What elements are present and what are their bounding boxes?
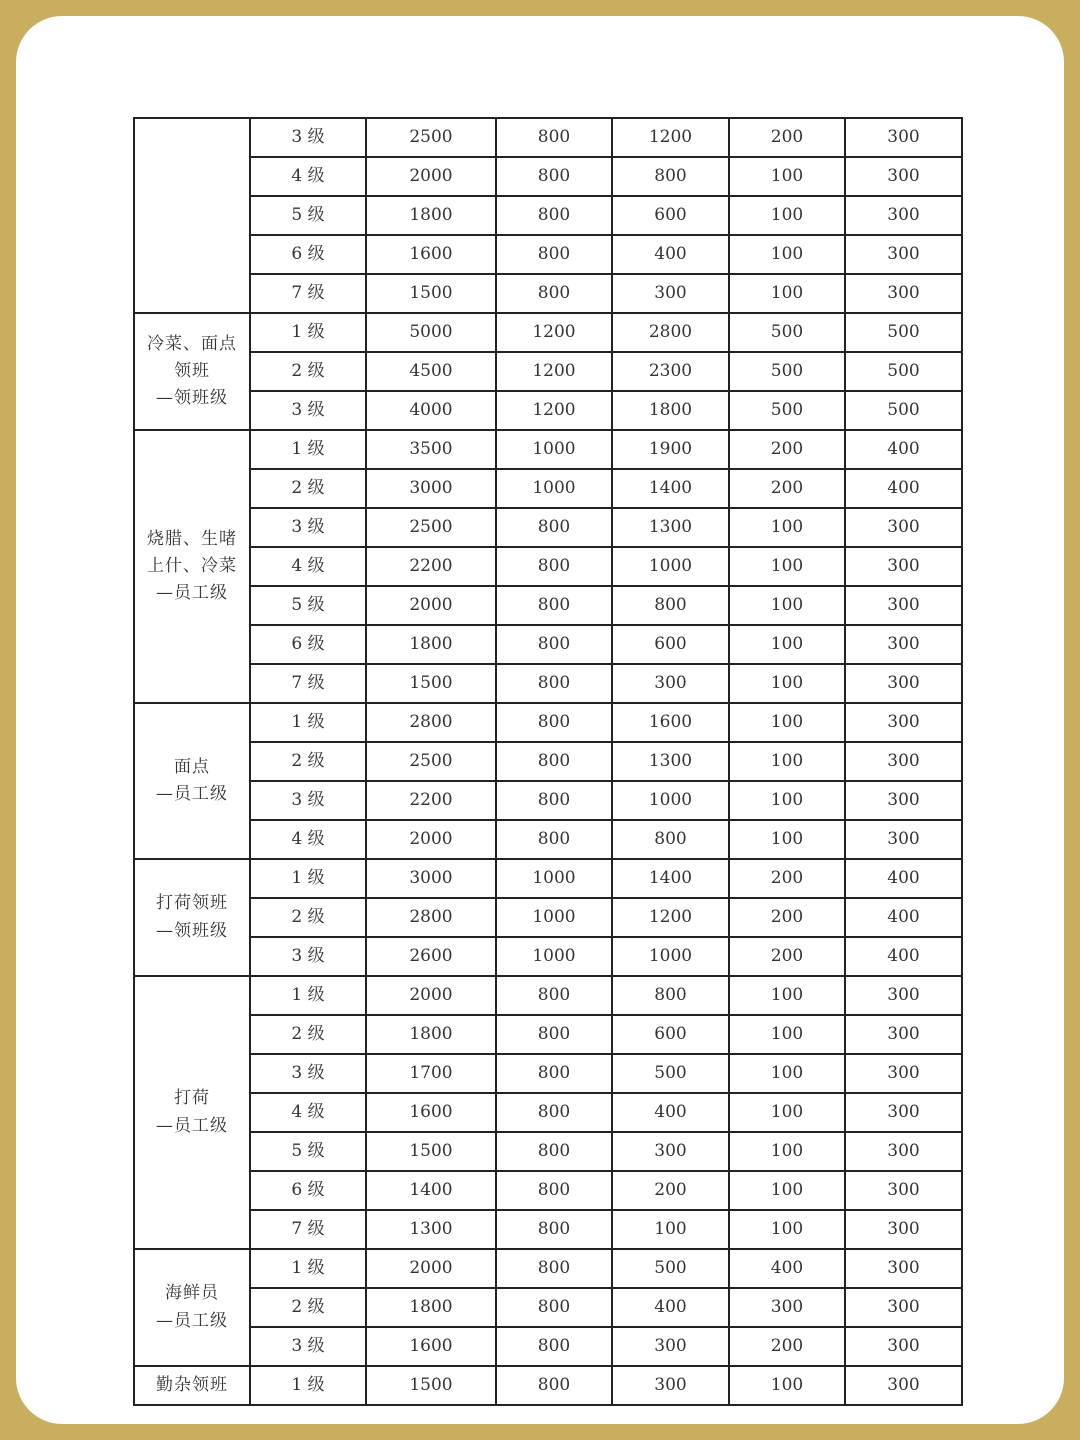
position-name-line: —领班级 — [156, 920, 228, 941]
allowance-cell: 1000 — [496, 430, 612, 469]
allowance-cell: 800 — [496, 1054, 612, 1093]
base-salary-cell: 2000 — [366, 157, 496, 196]
grade-cell: 1 级 — [250, 1249, 366, 1288]
table-row — [134, 157, 962, 196]
performance-cell: 800 — [612, 820, 729, 859]
table-row — [134, 469, 962, 508]
allowance-cell: 800 — [496, 781, 612, 820]
bonus-cell: 200 — [729, 859, 845, 898]
position-name-line: 冷菜、面点 — [147, 333, 237, 354]
base-salary-cell: 4000 — [366, 391, 496, 430]
allowance-cell: 800 — [496, 1366, 612, 1405]
subsidy-cell: 300 — [845, 820, 962, 859]
position-group-cell — [134, 430, 250, 703]
table-row — [134, 742, 962, 781]
grade-cell: 2 级 — [250, 742, 366, 781]
grade-cell: 3 级 — [250, 1327, 366, 1366]
subsidy-cell: 300 — [845, 1015, 962, 1054]
base-salary-cell: 2500 — [366, 742, 496, 781]
subsidy-cell: 300 — [845, 1093, 962, 1132]
performance-cell: 800 — [612, 976, 729, 1015]
allowance-cell: 800 — [496, 196, 612, 235]
subsidy-cell: 300 — [845, 1327, 962, 1366]
allowance-cell: 1000 — [496, 937, 612, 976]
grade-cell: 2 级 — [250, 1288, 366, 1327]
performance-cell: 300 — [612, 1366, 729, 1405]
subsidy-cell: 300 — [845, 274, 962, 313]
base-salary-cell: 2500 — [366, 508, 496, 547]
table-row — [134, 703, 962, 742]
table-row — [134, 235, 962, 274]
performance-cell: 1400 — [612, 469, 729, 508]
performance-cell: 1900 — [612, 430, 729, 469]
position-group-cell — [134, 703, 250, 859]
grade-cell: 4 级 — [250, 157, 366, 196]
salary-table-body — [134, 118, 962, 1405]
base-salary-cell: 1600 — [366, 1327, 496, 1366]
grade-cell: 1 级 — [250, 430, 366, 469]
performance-cell: 500 — [612, 1054, 729, 1093]
allowance-cell: 800 — [496, 1249, 612, 1288]
position-name-line: 打荷领班 — [156, 893, 228, 914]
allowance-cell: 800 — [496, 547, 612, 586]
allowance-cell: 800 — [496, 976, 612, 1015]
performance-cell: 800 — [612, 586, 729, 625]
bonus-cell: 100 — [729, 1366, 845, 1405]
base-salary-cell: 1500 — [366, 1366, 496, 1405]
subsidy-cell: 500 — [845, 313, 962, 352]
grade-cell: 5 级 — [250, 196, 366, 235]
base-salary-cell: 3000 — [366, 859, 496, 898]
bonus-cell: 100 — [729, 547, 845, 586]
grade-cell: 3 级 — [250, 391, 366, 430]
position-group-cell — [134, 118, 250, 313]
position-name-line: —员工级 — [156, 784, 228, 804]
position-name-line: 勤杂领班 — [156, 1374, 228, 1395]
bonus-cell: 100 — [729, 1171, 845, 1210]
subsidy-cell: 300 — [845, 625, 962, 664]
base-salary-cell: 2500 — [366, 118, 496, 157]
base-salary-cell: 1600 — [366, 1093, 496, 1132]
grade-cell: 6 级 — [250, 1171, 366, 1210]
table-row — [134, 1249, 962, 1288]
table-row — [134, 937, 962, 976]
allowance-cell: 800 — [496, 1288, 612, 1327]
subsidy-cell: 300 — [845, 976, 962, 1015]
subsidy-cell: 300 — [845, 703, 962, 742]
subsidy-cell: 300 — [845, 547, 962, 586]
base-salary-cell: 2000 — [366, 1249, 496, 1288]
bonus-cell: 400 — [729, 1249, 845, 1288]
performance-cell: 400 — [612, 1093, 729, 1132]
subsidy-cell: 400 — [845, 937, 962, 976]
performance-cell: 1600 — [612, 703, 729, 742]
base-salary-cell: 1800 — [366, 625, 496, 664]
grade-cell: 2 级 — [250, 352, 366, 391]
allowance-cell: 800 — [496, 1171, 612, 1210]
bonus-cell: 100 — [729, 664, 845, 703]
base-salary-cell: 1800 — [366, 1288, 496, 1327]
subsidy-cell: 300 — [845, 664, 962, 703]
allowance-cell: 1000 — [496, 469, 612, 508]
subsidy-cell: 400 — [845, 430, 962, 469]
allowance-cell: 800 — [496, 820, 612, 859]
grade-cell: 3 级 — [250, 937, 366, 976]
table-row — [134, 313, 962, 352]
table-row — [134, 1327, 962, 1366]
subsidy-cell: 300 — [845, 508, 962, 547]
bonus-cell: 200 — [729, 1327, 845, 1366]
performance-cell: 1200 — [612, 118, 729, 157]
base-salary-cell: 1400 — [366, 1171, 496, 1210]
subsidy-cell: 300 — [845, 1054, 962, 1093]
allowance-cell: 800 — [496, 1327, 612, 1366]
subsidy-cell: 300 — [845, 157, 962, 196]
bonus-cell: 100 — [729, 1210, 845, 1249]
bonus-cell: 200 — [729, 469, 845, 508]
allowance-cell: 800 — [496, 508, 612, 547]
bonus-cell: 200 — [729, 937, 845, 976]
grade-cell: 3 级 — [250, 508, 366, 547]
table-row — [134, 1093, 962, 1132]
performance-cell: 600 — [612, 196, 729, 235]
grade-cell: 5 级 — [250, 1132, 366, 1171]
table-row — [134, 1288, 962, 1327]
position-name-line: —员工级 — [156, 583, 228, 604]
base-salary-cell: 5000 — [366, 313, 496, 352]
bonus-cell: 200 — [729, 118, 845, 157]
performance-cell: 300 — [612, 1327, 729, 1366]
allowance-cell: 800 — [496, 1015, 612, 1054]
subsidy-cell: 300 — [845, 235, 962, 274]
bonus-cell: 100 — [729, 781, 845, 820]
table-row — [134, 625, 962, 664]
grade-cell: 7 级 — [250, 274, 366, 313]
subsidy-cell: 300 — [845, 1249, 962, 1288]
bonus-cell: 100 — [729, 1054, 845, 1093]
subsidy-cell: 300 — [845, 742, 962, 781]
allowance-cell: 1000 — [496, 898, 612, 937]
bonus-cell: 100 — [729, 976, 845, 1015]
table-row — [134, 1132, 962, 1171]
bonus-cell: 100 — [729, 508, 845, 547]
bonus-cell: 100 — [729, 625, 845, 664]
allowance-cell: 800 — [496, 703, 612, 742]
subsidy-cell: 500 — [845, 391, 962, 430]
salary-table — [133, 117, 963, 1406]
base-salary-cell: 2200 — [366, 547, 496, 586]
position-name-line: —领班级 — [156, 388, 228, 409]
position-name-line: 上什、冷菜 — [147, 555, 237, 576]
table-row — [134, 898, 962, 937]
bonus-cell: 200 — [729, 898, 845, 937]
table-row — [134, 1054, 962, 1093]
grade-cell: 4 级 — [250, 820, 366, 859]
subsidy-cell: 400 — [845, 898, 962, 937]
grade-cell: 4 级 — [250, 547, 366, 586]
grade-cell: 6 级 — [250, 625, 366, 664]
table-row — [134, 274, 962, 313]
grade-cell: 2 级 — [250, 898, 366, 937]
base-salary-cell: 2000 — [366, 586, 496, 625]
table-row — [134, 547, 962, 586]
bonus-cell: 100 — [729, 235, 845, 274]
performance-cell: 1000 — [612, 937, 729, 976]
performance-cell: 2800 — [612, 313, 729, 352]
performance-cell: 2300 — [612, 352, 729, 391]
table-row — [134, 1015, 962, 1054]
bonus-cell: 100 — [729, 820, 845, 859]
base-salary-cell: 3000 — [366, 469, 496, 508]
table-row — [134, 118, 962, 157]
performance-cell: 1300 — [612, 742, 729, 781]
bonus-cell: 100 — [729, 586, 845, 625]
base-salary-cell: 1500 — [366, 274, 496, 313]
performance-cell: 100 — [612, 1210, 729, 1249]
grade-cell: 4 级 — [250, 1093, 366, 1132]
bonus-cell: 500 — [729, 352, 845, 391]
allowance-cell: 800 — [496, 1132, 612, 1171]
table-row — [134, 196, 962, 235]
subsidy-cell: 300 — [845, 781, 962, 820]
base-salary-cell: 3500 — [366, 430, 496, 469]
subsidy-cell: 500 — [845, 352, 962, 391]
allowance-cell: 800 — [496, 586, 612, 625]
position-group-cell — [134, 1366, 250, 1405]
allowance-cell: 1000 — [496, 859, 612, 898]
bonus-cell: 100 — [729, 742, 845, 781]
performance-cell: 300 — [612, 664, 729, 703]
subsidy-cell: 400 — [845, 859, 962, 898]
allowance-cell: 800 — [496, 664, 612, 703]
table-row — [134, 586, 962, 625]
allowance-cell: 800 — [496, 1210, 612, 1249]
performance-cell: 800 — [612, 157, 729, 196]
base-salary-cell: 1800 — [366, 1015, 496, 1054]
performance-cell: 1000 — [612, 781, 729, 820]
performance-cell: 600 — [612, 625, 729, 664]
base-salary-cell: 2000 — [366, 820, 496, 859]
grade-cell: 1 级 — [250, 859, 366, 898]
subsidy-cell: 300 — [845, 586, 962, 625]
position-name-line: 领班 — [174, 360, 210, 381]
allowance-cell: 800 — [496, 274, 612, 313]
grade-cell: 1 级 — [250, 1366, 366, 1405]
allowance-cell: 800 — [496, 235, 612, 274]
base-salary-cell: 1600 — [366, 235, 496, 274]
subsidy-cell: 300 — [845, 1366, 962, 1405]
grade-cell: 2 级 — [250, 469, 366, 508]
position-name-line: 烧腊、生啫 — [147, 528, 237, 549]
performance-cell: 1200 — [612, 898, 729, 937]
bonus-cell: 500 — [729, 313, 845, 352]
subsidy-cell: 300 — [845, 1288, 962, 1327]
position-name-line: 海鲜员 — [165, 1283, 219, 1304]
performance-cell: 300 — [612, 274, 729, 313]
position-group-cell — [134, 313, 250, 430]
grade-cell: 1 级 — [250, 703, 366, 742]
performance-cell: 600 — [612, 1015, 729, 1054]
allowance-cell: 800 — [496, 742, 612, 781]
allowance-cell: 1200 — [496, 313, 612, 352]
table-row — [134, 664, 962, 703]
position-group-cell — [134, 859, 250, 976]
base-salary-cell: 1700 — [366, 1054, 496, 1093]
table-row — [134, 976, 962, 1015]
bonus-cell: 200 — [729, 430, 845, 469]
base-salary-cell: 2800 — [366, 898, 496, 937]
base-salary-cell: 1300 — [366, 1210, 496, 1249]
performance-cell: 400 — [612, 235, 729, 274]
subsidy-cell: 300 — [845, 1210, 962, 1249]
grade-cell: 5 级 — [250, 586, 366, 625]
bonus-cell: 100 — [729, 703, 845, 742]
grade-cell: 1 级 — [250, 313, 366, 352]
bonus-cell: 100 — [729, 1093, 845, 1132]
grade-cell: 2 级 — [250, 1015, 366, 1054]
allowance-cell: 1200 — [496, 352, 612, 391]
base-salary-cell: 1500 — [366, 664, 496, 703]
performance-cell: 1300 — [612, 508, 729, 547]
salary-table-wrapper — [133, 117, 961, 1395]
base-salary-cell: 1500 — [366, 1132, 496, 1171]
base-salary-cell: 2800 — [366, 703, 496, 742]
table-row — [134, 1171, 962, 1210]
subsidy-cell: 300 — [845, 1171, 962, 1210]
bonus-cell: 300 — [729, 1288, 845, 1327]
grade-cell: 3 级 — [250, 781, 366, 820]
bonus-cell: 500 — [729, 391, 845, 430]
subsidy-cell: 300 — [845, 118, 962, 157]
position-name-line: 面点 — [174, 756, 210, 777]
position-name-line: 打荷 — [174, 1088, 210, 1109]
table-row — [134, 391, 962, 430]
performance-cell: 1400 — [612, 859, 729, 898]
subsidy-cell: 400 — [845, 469, 962, 508]
subsidy-cell: 300 — [845, 1132, 962, 1171]
subsidy-cell: 300 — [845, 196, 962, 235]
allowance-cell: 800 — [496, 1093, 612, 1132]
grade-cell: 7 级 — [250, 664, 366, 703]
performance-cell: 400 — [612, 1288, 729, 1327]
bonus-cell: 100 — [729, 274, 845, 313]
position-group-cell — [134, 1249, 250, 1366]
table-row — [134, 352, 962, 391]
position-name-line: —员工级 — [156, 1310, 228, 1331]
base-salary-cell: 2600 — [366, 937, 496, 976]
table-row — [134, 781, 962, 820]
table-row — [134, 508, 962, 547]
table-row — [134, 430, 962, 469]
position-group-cell — [134, 976, 250, 1249]
bonus-cell: 100 — [729, 1132, 845, 1171]
performance-cell: 500 — [612, 1249, 729, 1288]
grade-cell: 6 级 — [250, 235, 366, 274]
grade-cell: 1 级 — [250, 976, 366, 1015]
bonus-cell: 100 — [729, 1015, 845, 1054]
grade-cell: 3 级 — [250, 1054, 366, 1093]
allowance-cell: 800 — [496, 157, 612, 196]
base-salary-cell: 2200 — [366, 781, 496, 820]
grade-cell: 7 级 — [250, 1210, 366, 1249]
base-salary-cell: 1800 — [366, 196, 496, 235]
table-row — [134, 859, 962, 898]
bonus-cell: 100 — [729, 157, 845, 196]
table-row — [134, 1210, 962, 1249]
performance-cell: 1800 — [612, 391, 729, 430]
allowance-cell: 800 — [496, 118, 612, 157]
grade-cell: 3 级 — [250, 118, 366, 157]
bonus-cell: 100 — [729, 196, 845, 235]
performance-cell: 1000 — [612, 547, 729, 586]
position-name-line: —员工级 — [156, 1115, 228, 1136]
table-row — [134, 820, 962, 859]
base-salary-cell: 2000 — [366, 976, 496, 1015]
base-salary-cell: 4500 — [366, 352, 496, 391]
table-row — [134, 1366, 962, 1405]
performance-cell: 300 — [612, 1132, 729, 1171]
performance-cell: 200 — [612, 1171, 729, 1210]
allowance-cell: 800 — [496, 625, 612, 664]
allowance-cell: 1200 — [496, 391, 612, 430]
